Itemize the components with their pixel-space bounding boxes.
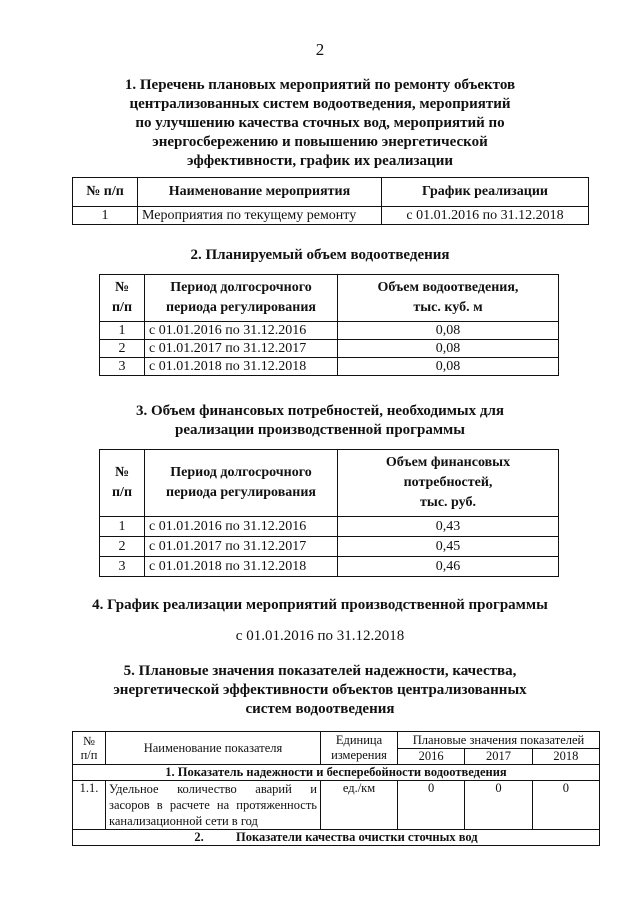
cell-period: с 01.01.2016 по 31.12.2016 (145, 322, 338, 340)
cell-period: с 01.01.2018 по 31.12.2018 (145, 557, 338, 577)
table-header-row (100, 275, 559, 322)
header-year: 2018 (532, 749, 599, 765)
header-num-line: п/п (111, 485, 133, 500)
header-year: 2016 (398, 749, 465, 765)
header-finance (338, 450, 559, 517)
cell-value-2018: 0 (532, 781, 599, 830)
page-number: 2 (315, 40, 325, 59)
table-row (100, 358, 559, 376)
header-num-line: № (114, 465, 130, 480)
section1-title-line: энергосбережению и повышению энергетической (152, 134, 488, 150)
header-num (100, 275, 145, 322)
header-finance-line: потребностей, (403, 475, 493, 490)
group-label: Показатели качества очистки сточных вод (235, 830, 478, 844)
table-header-row (100, 450, 559, 517)
header-volume (338, 275, 559, 322)
header-period-line: периода регулирования (166, 300, 316, 315)
section5-title-line: энергетической эффективности объектов централизованных (113, 682, 527, 698)
indicator-line: канализационной сети в год (109, 814, 258, 828)
cell-period: с 01.01.2018 по 31.12.2018 (145, 358, 338, 376)
cell-volume: 0,08 (338, 322, 559, 340)
table-header-row (73, 178, 589, 207)
header-plan-values: Плановые значения показателей (398, 732, 600, 749)
header-num-line: № (83, 734, 95, 748)
header-num (73, 732, 106, 765)
table-row (100, 340, 559, 358)
group-number: 2. (194, 830, 204, 844)
header-period (145, 275, 338, 322)
header-period (145, 450, 338, 517)
table-group-row (73, 765, 600, 781)
header-finance-line: Объем финансовых (385, 455, 511, 470)
cell-unit: ед./км (321, 781, 398, 830)
section1-title-line: эффективности, график их реализации (187, 153, 453, 169)
section1-title-line: централизованных систем водоотведения, мероприятий (129, 96, 511, 112)
cell-num: 2 (100, 340, 145, 358)
table-row (100, 557, 559, 577)
cell-indicator-name (106, 781, 321, 830)
table-header-row (73, 732, 600, 749)
section1-title-line: по улучшению качества сточных вод, мероприятий по (135, 115, 505, 131)
cell-num: 3 (100, 358, 145, 376)
table-row (100, 537, 559, 557)
header-unit (321, 732, 398, 765)
header-finance-line: тыс. руб. (420, 495, 476, 510)
cell-num: 1 (100, 322, 145, 340)
header-period-line: Период долгосрочного (170, 465, 312, 480)
measures-table (72, 177, 589, 225)
cell-volume: 0,08 (338, 358, 559, 376)
header-num-line: п/п (111, 300, 133, 315)
cell-period: с 01.01.2017 по 31.12.2017 (145, 537, 338, 557)
header-volume-line: Объем водоотведения, (377, 280, 519, 295)
section5-title-line: 5. Плановые значения показателей надежности, качества, (123, 663, 517, 679)
volume-table (99, 274, 559, 376)
table-group-row (73, 830, 600, 846)
cell-volume: 0,08 (338, 340, 559, 358)
cell-measure: Мероприятия по текущему ремонту (138, 207, 382, 225)
section1-title (0, 76, 640, 171)
table-row (100, 322, 559, 340)
section5-title (0, 662, 640, 719)
section2-title: 2. Планируемый объем водоотведения (190, 247, 450, 263)
header-schedule: График реализации (382, 178, 589, 207)
cell-num: 1.1. (73, 781, 106, 830)
header-year: 2017 (465, 749, 532, 765)
header-num-line: п/п (80, 748, 98, 762)
section3-title-line: реализации производственной программы (175, 422, 465, 438)
indicators-table (72, 731, 600, 846)
group-treatment-quality (73, 830, 600, 846)
cell-period: с 01.01.2016 по 31.12.2016 (145, 517, 338, 537)
header-measure-name: Наименование мероприятия (138, 178, 382, 207)
cell-schedule: с 01.01.2016 по 31.12.2018 (382, 207, 589, 225)
section3-title-line: 3. Объем финансовых потребностей, необходимых для (135, 403, 505, 419)
cell-finance: 0,43 (338, 517, 559, 537)
header-num: № п/п (73, 178, 138, 207)
table-row (73, 781, 600, 830)
header-num (100, 450, 145, 517)
indicator-line: Удельное количество аварий и (109, 782, 317, 796)
cell-num: 1 (100, 517, 145, 537)
cell-num: 2 (100, 537, 145, 557)
cell-num: 3 (100, 557, 145, 577)
cell-num: 1 (73, 207, 138, 225)
section3-title (0, 402, 640, 440)
cell-period: с 01.01.2017 по 31.12.2017 (145, 340, 338, 358)
cell-value-2017: 0 (465, 781, 532, 830)
section4-period: с 01.01.2016 по 31.12.2018 (235, 628, 405, 644)
header-period-line: периода регулирования (166, 485, 316, 500)
header-num-line: № (114, 280, 130, 295)
header-period-line: Период долгосрочного (170, 280, 312, 295)
header-unit-line: измерения (331, 748, 387, 762)
header-indicator-name: Наименование показателя (106, 732, 321, 765)
table-row (73, 207, 589, 225)
cell-finance: 0,45 (338, 537, 559, 557)
header-unit-line: Единица (335, 733, 383, 747)
table-row (100, 517, 559, 537)
group-reliability: 1. Показатель надежности и бесперебойности водоотведения (73, 765, 600, 781)
section5-title-line: систем водоотведения (245, 701, 395, 717)
cell-finance: 0,46 (338, 557, 559, 577)
cell-value-2016: 0 (398, 781, 465, 830)
section1-title-line: 1. Перечень плановых мероприятий по ремонту объектов (124, 77, 516, 93)
finance-table (99, 449, 559, 577)
indicator-line: засоров в расчете на протяженность (109, 798, 317, 812)
header-volume-line: тыс. куб. м (413, 300, 483, 315)
section4-title: 4. График реализации мероприятий производственной программы (92, 597, 548, 613)
